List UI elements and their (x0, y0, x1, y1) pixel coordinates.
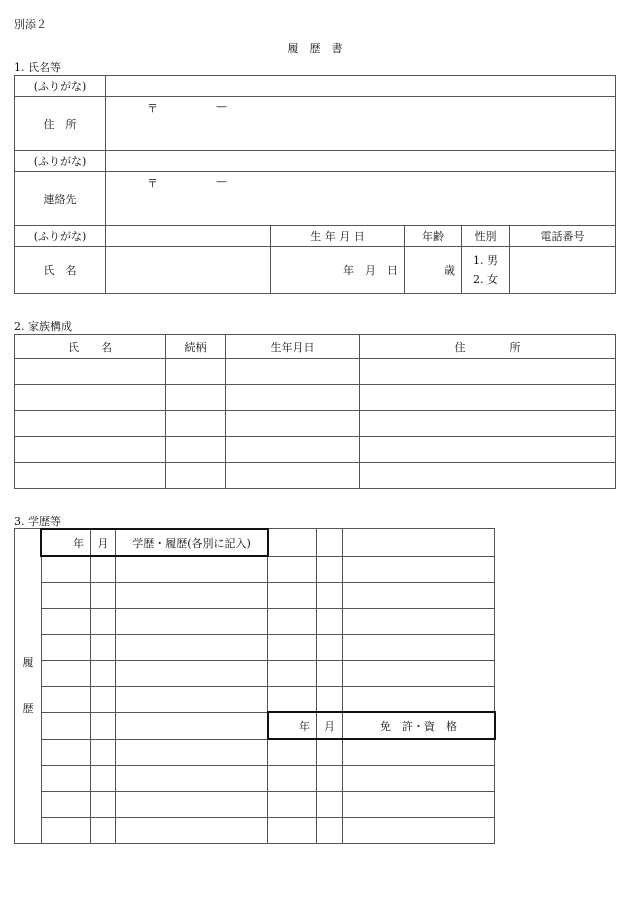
history-cell[interactable] (91, 792, 116, 818)
history-cell[interactable] (91, 583, 116, 609)
history-cell[interactable] (42, 661, 91, 687)
table-row (15, 661, 495, 687)
history-cell[interactable] (343, 557, 495, 583)
history-cell[interactable] (116, 557, 268, 583)
family-cell[interactable] (15, 463, 166, 489)
family-cell[interactable] (166, 385, 226, 411)
license-cell[interactable] (268, 766, 317, 792)
family-birth-header: 生年月日 (226, 335, 360, 359)
age-header: 年齢 (405, 226, 462, 247)
family-table (14, 334, 616, 489)
history-cell[interactable] (343, 583, 495, 609)
history-year-header: 年 (42, 529, 91, 557)
family-cell[interactable] (360, 411, 616, 437)
history-cell[interactable] (317, 609, 343, 635)
history-cell[interactable] (343, 635, 495, 661)
address-label: 住 所 (15, 97, 106, 151)
history-side-label (15, 529, 42, 844)
license-cell[interactable] (343, 766, 495, 792)
history-cell[interactable] (91, 635, 116, 661)
table-row (15, 463, 616, 489)
history-cell[interactable] (42, 740, 91, 766)
phone-field[interactable] (510, 247, 616, 294)
history-cell[interactable] (116, 766, 268, 792)
history-cell[interactable] (42, 687, 91, 713)
license-cell[interactable] (268, 792, 317, 818)
table-row (15, 385, 616, 411)
history-month-header: 月 (91, 529, 116, 557)
license-month-header: 月 (317, 713, 343, 740)
history-cell[interactable] (268, 583, 317, 609)
family-cell[interactable] (166, 359, 226, 385)
table-row (15, 635, 495, 661)
history-cell[interactable] (343, 661, 495, 687)
history-cell[interactable] (42, 609, 91, 635)
license-cell[interactable] (317, 818, 343, 844)
license-cell[interactable] (317, 792, 343, 818)
family-cell[interactable] (15, 359, 166, 385)
history-cell[interactable] (116, 713, 268, 740)
family-cell[interactable] (226, 385, 360, 411)
table-row (15, 411, 616, 437)
contact-field[interactable] (106, 172, 616, 226)
side-label-char: 歴 (22, 702, 34, 715)
family-cell[interactable] (360, 463, 616, 489)
history-cell[interactable] (116, 818, 268, 844)
history-cell[interactable] (317, 557, 343, 583)
history-cell[interactable] (91, 713, 116, 740)
history-cell[interactable] (317, 687, 343, 713)
history-cell[interactable] (91, 687, 116, 713)
name-furigana-field[interactable] (106, 226, 271, 247)
family-cell[interactable] (15, 437, 166, 463)
history-cell[interactable] (343, 609, 495, 635)
family-cell[interactable] (166, 411, 226, 437)
license-cell[interactable] (268, 740, 317, 766)
family-cell[interactable] (15, 411, 166, 437)
license-desc-header: 免 許・資 格 (343, 713, 495, 740)
postal-dash: — (216, 100, 227, 113)
history-cell[interactable] (317, 529, 343, 557)
table-row (15, 557, 495, 583)
history-cell[interactable] (268, 635, 317, 661)
family-cell[interactable] (226, 411, 360, 437)
family-cell[interactable] (226, 437, 360, 463)
history-cell[interactable] (268, 557, 317, 583)
history-cell[interactable] (42, 818, 91, 844)
history-cell[interactable] (317, 635, 343, 661)
furigana-label: (ふりがな) (15, 76, 106, 97)
section1-heading: 1. 氏名等 (14, 61, 61, 74)
table-row (15, 359, 616, 385)
family-cell[interactable] (226, 359, 360, 385)
table-row (15, 437, 616, 463)
history-cell[interactable] (42, 557, 91, 583)
family-cell[interactable] (166, 437, 226, 463)
history-cell[interactable] (116, 792, 268, 818)
family-cell[interactable] (226, 463, 360, 489)
table-row (15, 609, 495, 635)
history-cell[interactable] (91, 557, 116, 583)
family-cell[interactable] (360, 359, 616, 385)
history-cell[interactable] (116, 635, 268, 661)
history-cell[interactable] (268, 661, 317, 687)
license-cell[interactable] (343, 740, 495, 766)
history-cell[interactable] (91, 766, 116, 792)
postal-mark: 〒 (147, 102, 158, 115)
table-row (15, 792, 495, 818)
history-table (14, 528, 495, 844)
table-row (15, 818, 495, 844)
name-label: 氏 名 (15, 247, 106, 294)
history-desc-header: 学歴・履歴(各別に記入) (116, 529, 268, 557)
family-cell[interactable] (360, 385, 616, 411)
side-label-char: 履 (22, 656, 34, 669)
address-field[interactable] (106, 97, 616, 151)
family-cell[interactable] (360, 437, 616, 463)
history-cell[interactable] (116, 661, 268, 687)
contact-label: 連絡先 (15, 172, 106, 226)
history-cell[interactable] (343, 529, 495, 557)
personal-info-table (14, 75, 616, 294)
furigana-label: (ふりがな) (15, 151, 106, 172)
table-row (15, 687, 495, 713)
attachment-label: 別添２ (14, 18, 47, 31)
license-cell[interactable] (343, 818, 495, 844)
address-furigana-field[interactable] (106, 76, 616, 97)
history-cell[interactable] (42, 792, 91, 818)
birth-date-header: 生 年 月 日 (271, 226, 405, 247)
license-cell[interactable] (268, 818, 317, 844)
history-cell[interactable] (42, 713, 91, 740)
history-cell[interactable] (91, 818, 116, 844)
name-field[interactable] (106, 247, 271, 294)
sex-option-female[interactable]: 2. 女 (473, 273, 498, 286)
history-cell[interactable] (42, 635, 91, 661)
history-cell[interactable] (268, 529, 317, 557)
contact-furigana-field[interactable] (106, 151, 616, 172)
sex-field[interactable] (462, 247, 510, 294)
family-name-header: 氏 名 (15, 335, 166, 359)
history-cell[interactable] (317, 583, 343, 609)
history-cell[interactable] (268, 609, 317, 635)
history-cell[interactable] (116, 583, 268, 609)
section3-heading: 3. 学歴等 (14, 515, 61, 528)
history-cell[interactable] (116, 687, 268, 713)
table-row (15, 766, 495, 792)
license-cell[interactable] (317, 766, 343, 792)
postal-mark: 〒 (147, 177, 158, 190)
postal-dash: — (216, 175, 227, 188)
birth-date-field[interactable]: 年 月 日 (271, 247, 405, 294)
sex-option-male[interactable]: 1. 男 (473, 254, 498, 267)
family-address-header: 住 所 (360, 335, 616, 359)
license-cell[interactable] (343, 792, 495, 818)
table-row (15, 583, 495, 609)
furigana-label: (ふりがな) (15, 226, 106, 247)
history-cell[interactable] (343, 687, 495, 713)
history-cell[interactable] (91, 609, 116, 635)
family-cell[interactable] (15, 385, 166, 411)
age-field[interactable]: 歳 (405, 247, 462, 294)
license-cell[interactable] (317, 740, 343, 766)
history-cell[interactable] (116, 609, 268, 635)
history-cell[interactable] (268, 687, 317, 713)
license-year-header: 年 (268, 713, 317, 740)
page-title: 履 歴 書 (287, 42, 343, 55)
family-relation-header: 続柄 (166, 335, 226, 359)
history-cell[interactable] (42, 766, 91, 792)
history-cell[interactable] (91, 661, 116, 687)
section2-heading: 2. 家族構成 (14, 320, 72, 333)
history-cell[interactable] (91, 740, 116, 766)
table-row (15, 740, 495, 766)
history-cell[interactable] (317, 661, 343, 687)
family-cell[interactable] (166, 463, 226, 489)
history-cell[interactable] (116, 740, 268, 766)
history-cell[interactable] (42, 583, 91, 609)
sex-header: 性別 (462, 226, 510, 247)
phone-header: 電話番号 (510, 226, 616, 247)
